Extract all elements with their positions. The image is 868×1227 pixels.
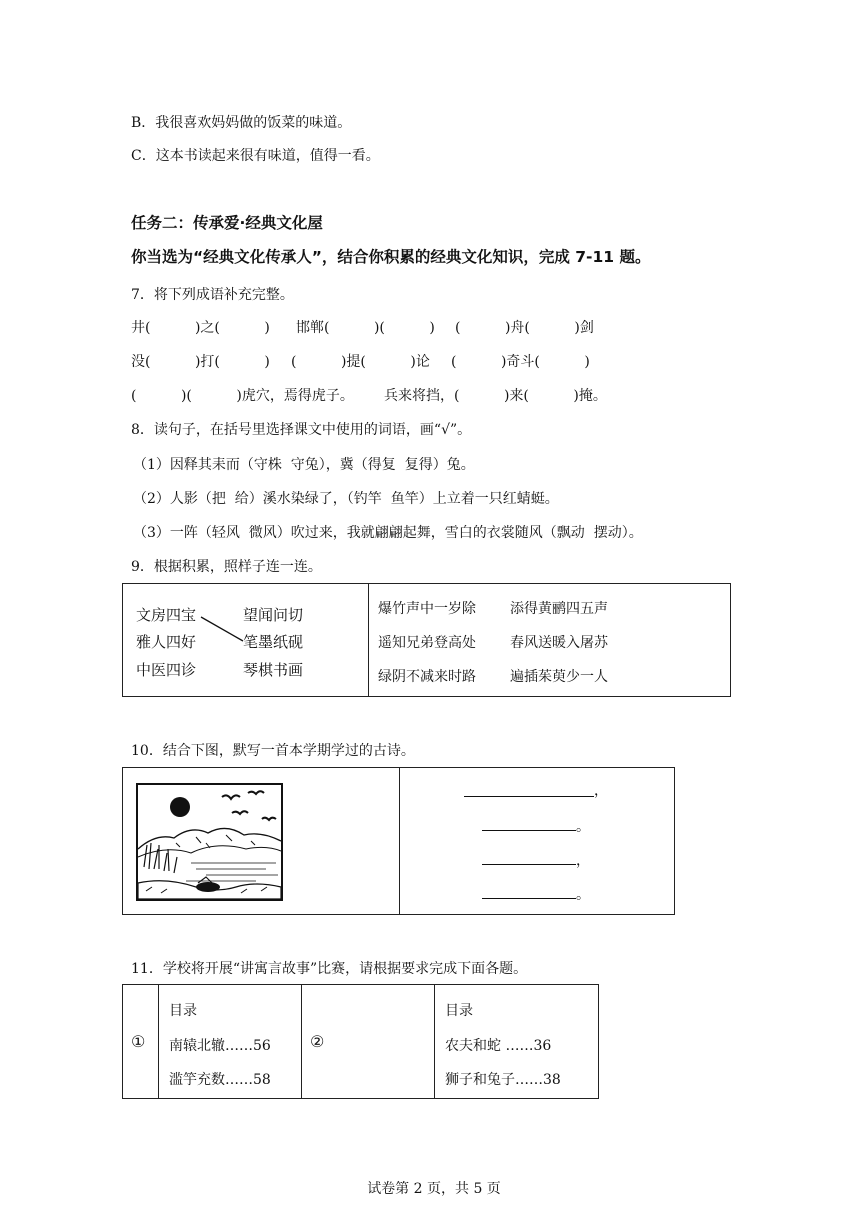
q10-prompt: 10．结合下图，默写一首本学期学过的古诗。 — [131, 743, 415, 759]
poem-line: 绿阴不减来时路 — [378, 669, 476, 685]
q7-idiom: 井( )之( ) — [131, 320, 270, 336]
q9-table — [122, 583, 731, 697]
q7-idiom: ( )舟( )剑 — [455, 320, 594, 336]
toc-item: 农夫和蛇 ……36 — [445, 1038, 552, 1054]
blank-punctuation: ， — [594, 783, 608, 799]
q10-writing-cell — [400, 768, 675, 915]
q9-right-item: 琴棋书画 — [243, 661, 304, 679]
blank-punctuation: 。 — [576, 819, 590, 835]
q7-idiom: 没( )打( ) — [131, 354, 270, 370]
toc-title: 目录 — [445, 1003, 473, 1019]
toc-item: 滥竽充数……58 — [169, 1072, 271, 1088]
option-c: C．这本书读起来很有味道，值得一看。 — [131, 148, 380, 164]
option-b: B．我很喜欢妈妈做的饭菜的味道。 — [131, 115, 352, 131]
q9-right-cell — [369, 584, 731, 697]
q8-sentence: （3）一阵（轻风 微风）吹过来，我就翩翩起舞，雪白的衣裳随风（飘动 摆动）。 — [133, 525, 643, 541]
q11-toc-cell — [159, 985, 302, 1099]
circled-number: ② — [310, 1032, 325, 1051]
answer-blank-line[interactable] — [482, 898, 576, 899]
q9-left-item: 中医四诊 — [136, 661, 197, 679]
blank-punctuation: 。 — [576, 887, 590, 903]
q11-prompt: 11．学校将开展“讲寓言故事”比赛，请根据要求完成下面各题。 — [131, 961, 528, 977]
q9-right-item: 望闻问切 — [243, 606, 304, 624]
q7-idiom: 兵来将挡，( )来( )掩。 — [384, 388, 607, 404]
q11-toc-cell — [435, 985, 599, 1099]
q11-number-cell — [123, 985, 159, 1099]
toc-item: 狮子和兔子……38 — [445, 1072, 561, 1088]
task2-intro: 你当选为“经典文化传承人”，结合你积累的经典文化知识，完成 7-11 题。 — [131, 248, 651, 266]
q7-idiom: ( )( )虎穴，焉得虎子。 — [131, 388, 354, 404]
q10-picture-cell — [123, 768, 400, 915]
answer-blank-line[interactable] — [482, 830, 576, 831]
task2-title: 任务二：传承爱·经典文化屋 — [131, 214, 323, 232]
toc-title: 目录 — [169, 1003, 197, 1019]
landscape-illustration — [136, 783, 283, 901]
q7-idiom: ( )提( )论 — [291, 354, 430, 370]
q9-prompt: 9．根据积累，照样子连一连。 — [131, 559, 322, 575]
poem-line: 遍插茱萸少一人 — [510, 669, 608, 685]
answer-blank-line[interactable] — [464, 796, 594, 797]
answer-blank-line[interactable] — [482, 864, 576, 865]
q8-sentence: （1）因释其耒而（守株 守兔），冀（得复 复得）兔。 — [133, 457, 475, 473]
poem-line: 春风送暖入屠苏 — [510, 635, 608, 651]
poem-line: 添得黄鹂四五声 — [510, 601, 608, 617]
q8-sentence: （2）人影（把 给）溪水染绿了，（钓竿 鱼竿）上立着一只红蜻蜓。 — [133, 491, 559, 507]
blank-punctuation: ， — [576, 853, 590, 869]
q10-table — [122, 767, 675, 915]
example-connector-line — [123, 584, 368, 696]
q11-table — [122, 984, 599, 1099]
poem-line: 爆竹声中一岁除 — [378, 601, 476, 617]
q9-left-item: 雅人四好 — [136, 633, 197, 651]
poem-line: 遥知兄弟登高处 — [378, 635, 476, 651]
q8-prompt: 8．读句子，在括号里选择课文中使用的词语，画“√”。 — [131, 422, 472, 438]
q7-prompt: 7．将下列成语补充完整。 — [131, 287, 294, 303]
q9-right-item: 笔墨纸砚 — [243, 633, 304, 651]
q7-idiom: ( )奇斗( ) — [451, 354, 590, 370]
q7-idiom: 邯郸( )( ) — [296, 320, 435, 336]
page-footer: 试卷第 2 页，共 5 页 — [367, 1181, 501, 1197]
circled-number: ① — [131, 1032, 146, 1051]
q11-number-cell — [302, 985, 435, 1099]
q9-left-cell — [123, 584, 369, 697]
toc-item: 南辕北辙……56 — [169, 1038, 271, 1054]
q9-left-item: 文房四宝 — [136, 606, 197, 624]
